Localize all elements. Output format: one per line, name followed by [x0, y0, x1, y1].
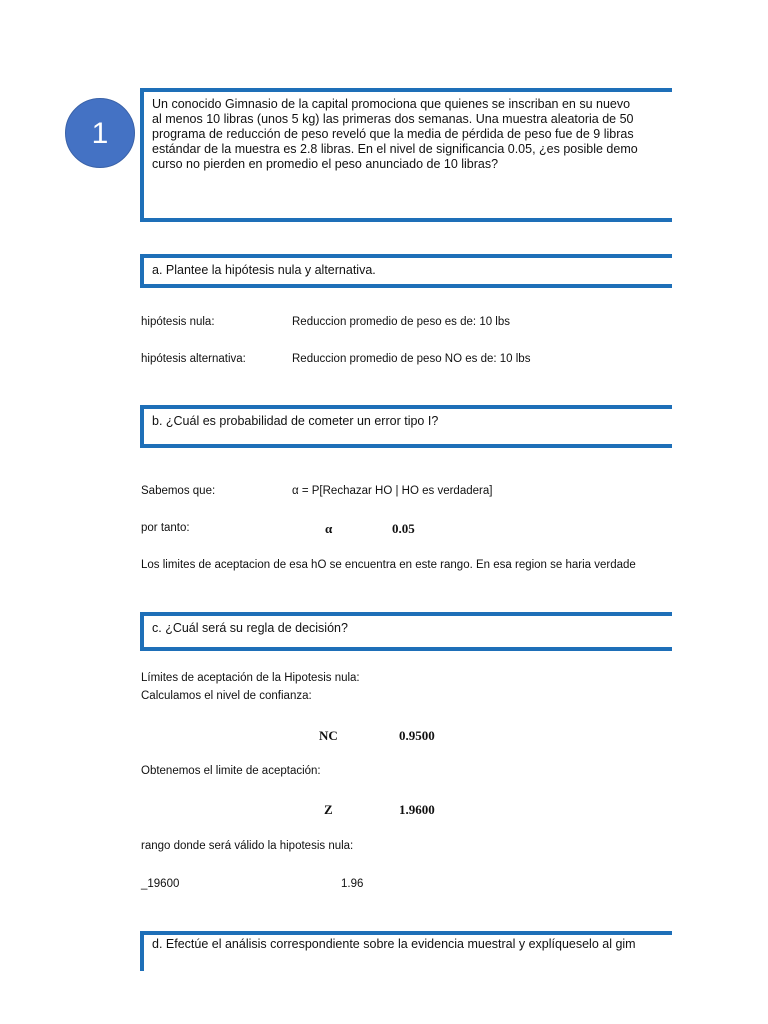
portanto-label: por tanto:: [141, 522, 190, 534]
alt-hypothesis-value: Reduccion promedio de peso NO es de: 10 lbs: [292, 353, 531, 365]
section-b-heading: b. ¿Cuál es probabilidad de cometer un error tipo I?: [152, 414, 439, 428]
problem-line-5: curso no pierden en promedio el peso anunciado de 10 libras?: [152, 157, 499, 171]
alpha-definition: α = P[Rechazar HO | HO es verdadera]: [292, 485, 493, 497]
problem-line-4: estándar de la muestra es 2.8 libras. En el nivel de significancia 0.05, ¿es posible demo: [152, 142, 638, 156]
sabemos-label: Sabemos que:: [141, 485, 216, 497]
nc-value: 0.9500: [399, 728, 435, 743]
range-lower-limit: _19600: [141, 878, 180, 890]
limits-text: Los limites de aceptacion de esa hO se encuentra en este rango. En esa region se haria verdade: [141, 559, 636, 571]
nc-label: NC: [319, 728, 338, 743]
obtain-limit-line: Obtenemos el limite de aceptación:: [141, 765, 321, 777]
problem-number-badge: 1: [65, 98, 135, 168]
acceptance-limits-line: Límites de aceptación de la Hipotesis nula:: [141, 672, 360, 684]
confidence-level-line: Calculamos el nivel de confianza:: [141, 690, 312, 702]
section-d-heading: d. Efectúe el análisis correspondiente sobre la evidencia muestral y explíqueselo al gim: [152, 937, 636, 951]
null-hypothesis-label: hipótesis nula:: [141, 316, 215, 328]
range-upper-limit: 1.96: [341, 878, 364, 890]
problem-line-3: programa de reducción de peso reveló que la media de pérdida de peso fue de 9 libras: [152, 127, 634, 141]
problem-line-1: Un conocido Gimnasio de la capital promociona que quienes se inscriban en su nuevo: [152, 97, 631, 111]
problem-line-2: al menos 10 libras (unos 5 kg) las primeras dos semanas. Una muestra aleatoria de 50: [152, 112, 634, 126]
alpha-value: 0.05: [392, 521, 415, 536]
section-c-heading: c. ¿Cuál será su regla de decisión?: [152, 621, 348, 635]
z-label: Z: [324, 802, 333, 817]
right-page-margin: [672, 0, 768, 1024]
section-a-heading: a. Plantee la hipótesis nula y alternativa.: [152, 263, 376, 277]
null-hypothesis-value: Reduccion promedio de peso es de: 10 lbs: [292, 316, 511, 328]
alpha-symbol: α: [325, 521, 333, 536]
valid-range-line: rango donde será válido la hipotesis nula:: [141, 840, 354, 852]
alt-hypothesis-label: hipótesis alternativa:: [141, 353, 246, 365]
z-value: 1.9600: [399, 802, 435, 817]
